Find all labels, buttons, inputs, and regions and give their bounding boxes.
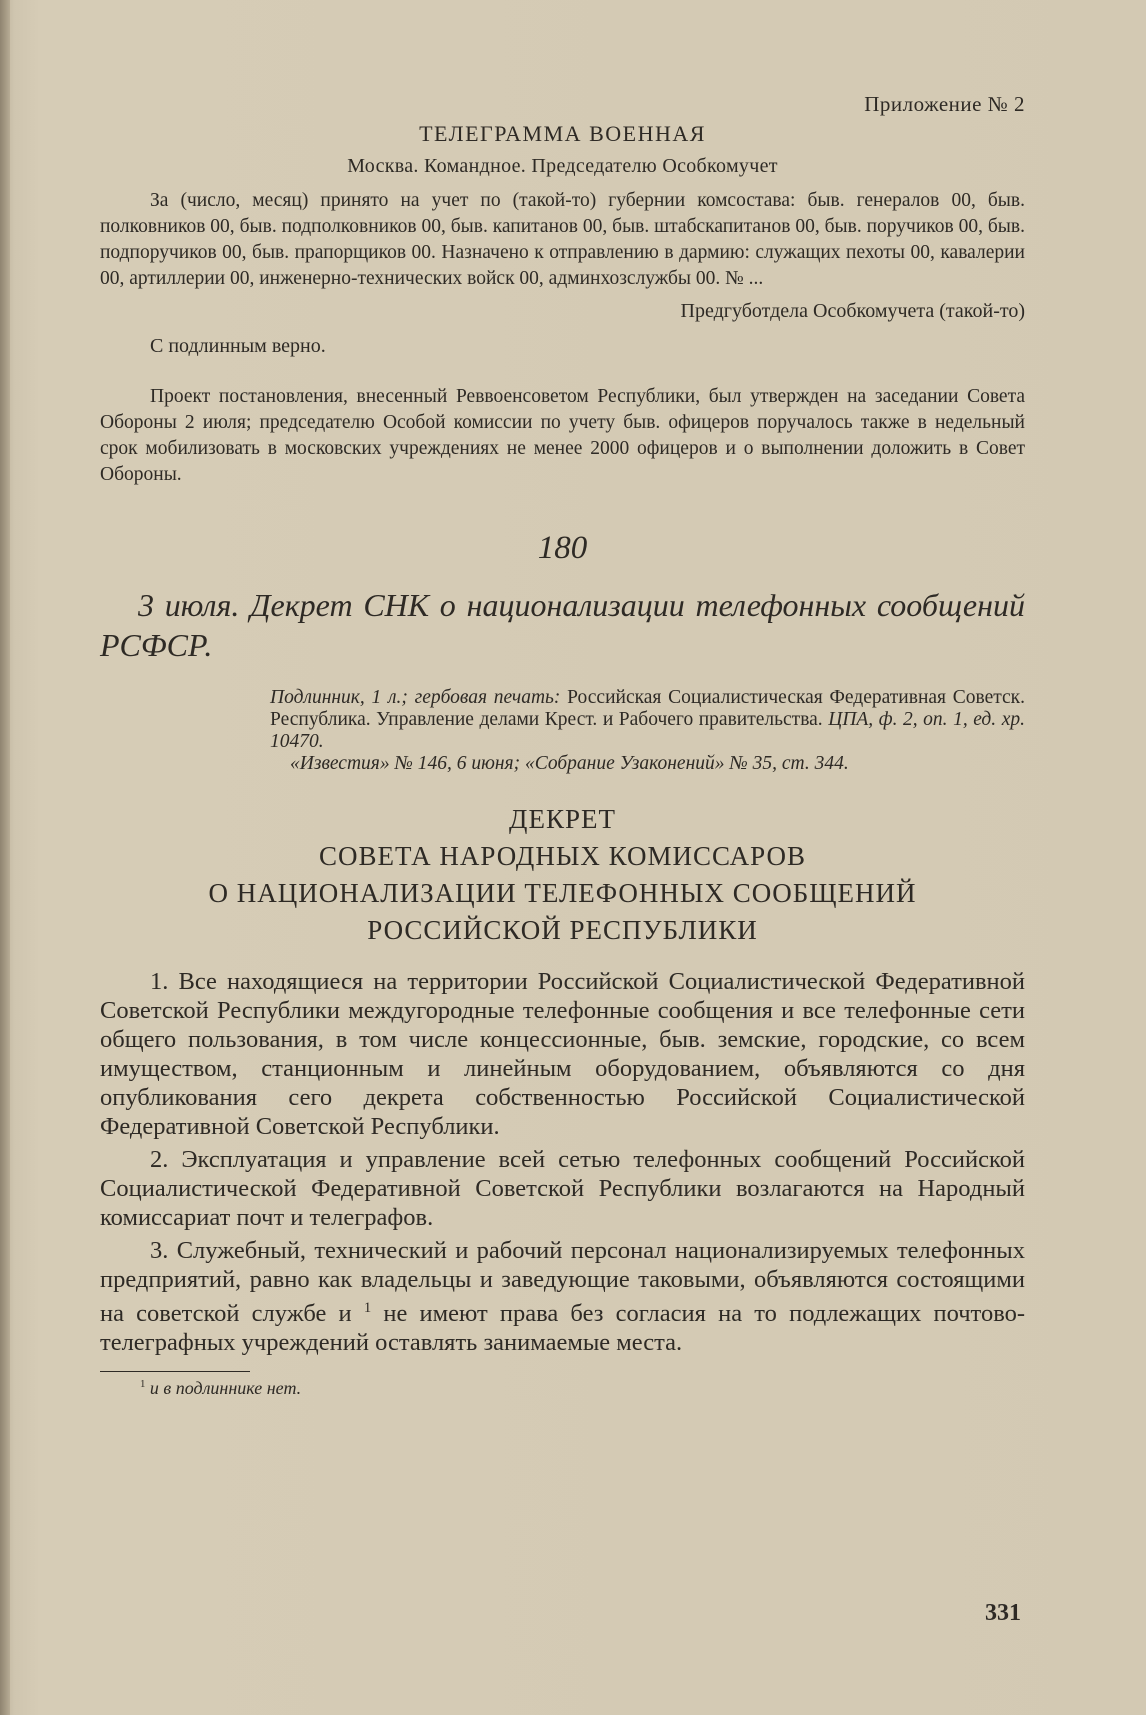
decree-paragraph-3-continued: не имеют права без согласия на то подлежащих почтово-телеграфных учреждений оставлять занимаемые места.	[100, 1300, 1026, 1357]
source-archive: ЦПА, ф. 2, оп. 1, ед. хр. 10470.	[270, 709, 1025, 752]
document-title: 3 июля. Декрет СНК о национализации телефонных сообщений РСФСР.	[100, 587, 1025, 663]
source-publication: «Известия» № 146, 6 июня; «Собрание Узаконений» № 35, ст. 344.	[290, 753, 849, 774]
book-spine	[0, 0, 10, 1715]
source-reference	[270, 687, 1025, 775]
footnote-mark: 1	[140, 1378, 146, 1391]
page-content	[100, 92, 1025, 1399]
telegram-address: Москва. Командное. Председателю Особкомучет	[347, 155, 778, 177]
telegram-text: За (число, месяц) принято на учет по (такой-то) губернии комсостава: быв. генералов 00, быв. полковников 00, быв. подполковников 00, быв. капитанов 00, быв. штабскапитанов 00, быв. поручиков 00, быв. подпоручиков 00, быв. прапорщиков 00. Назначено к отправлению в дармию: служащих пехоты 00, кавалерии 00, артиллерии 00, инженерно-технических войск 00, админхозслужбы 00. № ...	[100, 190, 1025, 289]
decree-heading-line-1: ДЕКРЕТ	[509, 804, 616, 834]
footnote-reference: 1	[363, 1300, 372, 1316]
page-number: 331	[985, 1600, 1021, 1626]
source-label: Подлинник, 1 л.; гербовая печать:	[270, 687, 561, 708]
appendix-label: Приложение № 2	[864, 92, 1025, 116]
document-number: 180	[537, 530, 588, 566]
decree-paragraph-3	[100, 1236, 1025, 1357]
source-seal-text: Российская Социалистическая Федеративная Советск. Республика. Управление делами Крест. и Рабочего правительства.	[270, 687, 1025, 730]
decree-heading-line-4: РОССИЙСКОЙ РЕСПУБЛИКИ	[367, 915, 758, 945]
footnote	[100, 1378, 1025, 1399]
decree-paragraph-3-text: 3. Служебный, технический и рабочий персонал национализируемых телефонных предприятий, равно как владельцы и заведующие таковыми, объявляются состоящими на советской службе и	[100, 1237, 1025, 1328]
telegram-title: ТЕЛЕГРАММА ВОЕННАЯ	[419, 121, 706, 146]
decree-paragraph-1: 1. Все находящиеся на территории Российской Социалистической Федеративной Советской Республики междугородные телефонные сообщения и все телефонные сети общего пользования, в том числе концессионные, быв. земские, городские, со всем имуществом, станционным и линейным оборудованием, объявляются со дня опубликования сего декрета собственностью Российской Социалистической Федеративной Советской Республики.	[100, 968, 1025, 1140]
decree-heading	[100, 801, 1025, 949]
verified-note: С подлинным верно.	[150, 335, 326, 357]
decree-paragraph-2: 2. Эксплуатация и управление всей сетью телефонных сообщений Российской Социалистической Федеративной Советской Республики возлагаются на Народный комиссариат почт и телеграфов.	[100, 1146, 1025, 1231]
footnote-divider	[100, 1371, 250, 1372]
decree-body	[100, 967, 1025, 1357]
editorial-note: Проект постановления, внесенный Реввоенсоветом Республики, был утвержден на заседании Совета Обороны 2 июля; председателю Особой комиссии по учету быв. офицеров поручалось также в недельный срок мобилизовать в московских учреждениях не менее 2000 офицеров и о выполнении доложить в Совет Обороны.	[100, 386, 1025, 485]
decree-heading-line-3: О НАЦИОНАЛИЗАЦИИ ТЕЛЕФОННЫХ СООБЩЕНИЙ	[208, 878, 917, 908]
decree-heading-line-2: СОВЕТА НАРОДНЫХ КОМИССАРОВ	[319, 841, 806, 871]
telegram-signature: Предгуботдела Особкомучета (такой-то)	[680, 300, 1025, 322]
footnote-text: и в подлиннике нет.	[149, 1378, 302, 1399]
